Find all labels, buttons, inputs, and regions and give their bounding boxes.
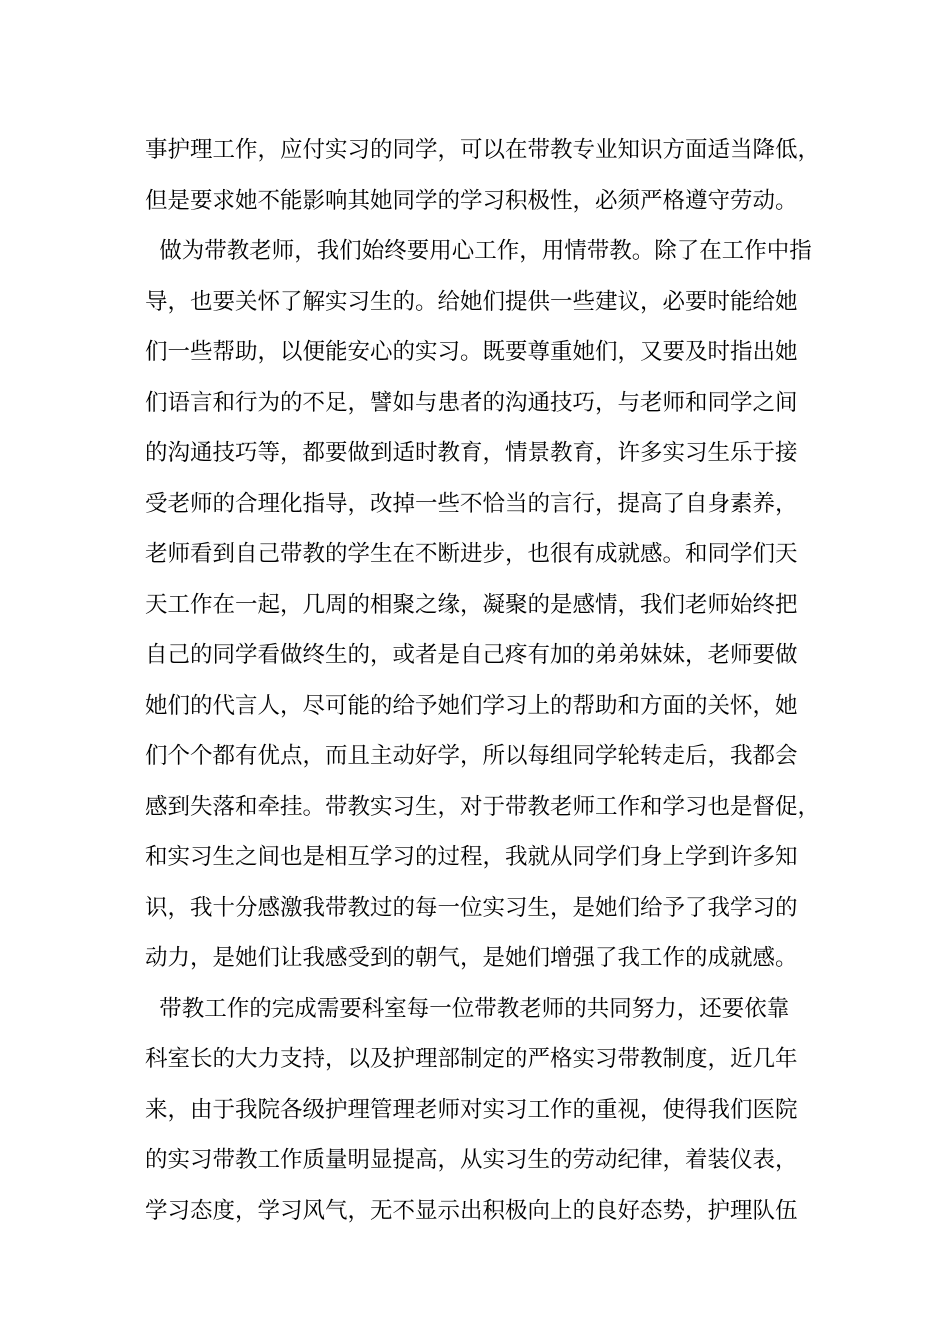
text-line: 的沟通技巧等，都要做到适时教育，情景教育，许多实习生乐于接 [145, 440, 798, 466]
text-line: 和实习生之间也是相互学习的过程，我就从同学们身上学到许多知 [145, 844, 798, 870]
text-line: 老师看到自己带教的学生在不断进步，也很有成就感。和同学们天 [145, 541, 798, 567]
text-line: 天工作在一起，几周的相聚之缘，凝聚的是感情，我们老师始终把 [145, 591, 798, 618]
text-line: 们语言和行为的不足，譬如与患者的沟通技巧，与老师和同学之间 [145, 389, 798, 416]
text-line: 带教工作的完成需要科室每一位带教老师的共同努力，还要依靠 [145, 995, 790, 1022]
text-line: 们一些帮助，以便能安心的实习。既要尊重她们，又要及时指出她 [145, 339, 798, 365]
text-line: 识，我十分感激我带教过的每一位实习生，是她们给予了我学习的 [145, 894, 798, 921]
text-line: 事护理工作，应付实习的同学，可以在带教专业知识方面适当降低， [145, 137, 821, 163]
text-line: 感到失落和牵挂。带教实习生，对于带教老师工作和学习也是督促， [145, 793, 821, 820]
text-line: 导，也要关怀了解实习生的。给她们提供一些建议，必要时能给她 [145, 288, 798, 315]
text-line: 受老师的合理化指导，改掉一些不恰当的言行，提高了自身素养， [145, 490, 798, 517]
text-line: 的实习带教工作质量明显提高，从实习生的劳动纪律，着装仪表， [145, 1147, 798, 1173]
text-line: 学习态度，学习风气，无不显示出积极向上的良好态势，护理队伍 [145, 1197, 798, 1224]
text-line: 但是要求她不能影响其她同学的学习积极性，必须严格遵守劳动。 [145, 187, 798, 214]
text-line: 们个个都有优点，而且主动好学，所以每组同学轮转走后，我都会 [145, 743, 798, 769]
text-line: 做为带教老师，我们始终要用心工作，用情带教。除了在工作中指 [145, 238, 812, 264]
text-line: 科室长的大力支持，以及护理部制定的严格实习带教制度，近几年 [145, 1046, 798, 1072]
body-text [145, 125, 821, 1236]
text-line: 来，由于我院各级护理管理老师对实习工作的重视，使得我们医院 [145, 1096, 798, 1123]
text-line: 她们的代言人，尽可能的给予她们学习上的帮助和方面的关怀，她 [145, 692, 798, 719]
text-line: 自己的同学看做终生的，或者是自己疼有加的弟弟妹妹，老师要做 [145, 642, 798, 668]
text-line: 动力，是她们让我感受到的朝气，是她们增强了我工作的成就感。 [145, 945, 798, 971]
